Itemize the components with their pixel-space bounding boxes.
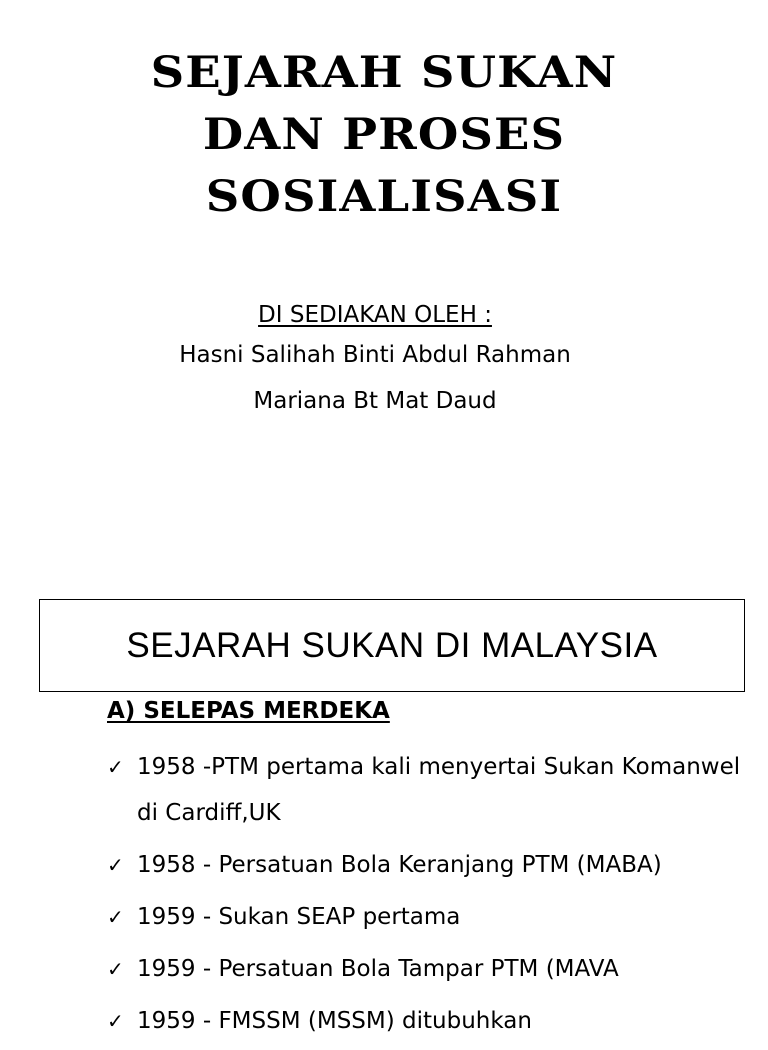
checkmark-icon: ✓ — [107, 1009, 124, 1033]
checkmark-icon: ✓ — [107, 957, 124, 981]
list-item — [107, 894, 747, 940]
title-line-1: SEJARAH SUKAN — [150, 48, 618, 98]
author-name-2: Mariana Bt Mat Daud — [253, 388, 497, 414]
document-title — [0, 42, 768, 228]
section-subheading: A) SELEPAS MERDEKA — [107, 698, 390, 724]
list-item — [107, 998, 747, 1044]
list-item — [107, 744, 747, 836]
list-item-text: 1958 - Persatuan Bola Keranjang PTM (MABA) — [137, 852, 662, 878]
list-item-text: 1959 - Sukan SEAP pertama — [137, 904, 461, 930]
author-block — [0, 298, 750, 424]
section-heading-box — [39, 599, 745, 692]
checkmark-icon: ✓ — [107, 755, 124, 779]
list-item-text: 1959 - FMSSM (MSSM) ditubuhkan — [137, 1008, 532, 1034]
list-item — [107, 946, 747, 992]
section-heading: SEJARAH SUKAN DI MALAYSIA — [126, 625, 658, 665]
list-item-text: 1959 - Persatuan Bola Tampar PTM (MAVA — [137, 956, 619, 982]
title-line-2: DAN PROSES — [202, 110, 566, 160]
title-line-3: SOSIALISASI — [205, 172, 563, 222]
event-list — [107, 744, 747, 1050]
checkmark-icon: ✓ — [107, 905, 124, 929]
checkmark-icon: ✓ — [107, 853, 124, 877]
author-name-1: Hasni Salihah Binti Abdul Rahman — [179, 342, 571, 368]
prepared-by-label: DI SEDIAKAN OLEH : — [258, 302, 492, 328]
list-item-text: 1958 -PTM pertama kali menyertai Sukan Komanwel di Cardiff,UK — [137, 754, 741, 826]
list-item — [107, 842, 747, 888]
